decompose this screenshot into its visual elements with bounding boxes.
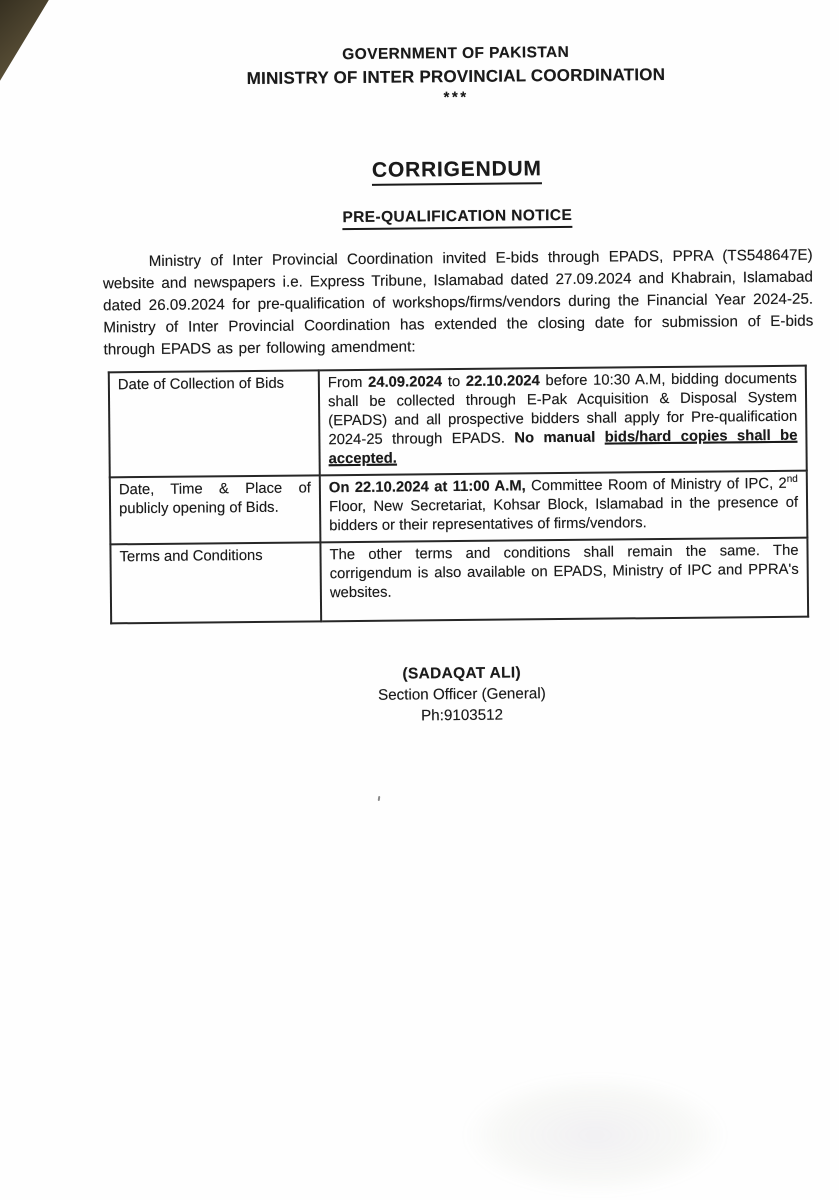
- text-segment: bids/hard copies shall be accepted.: [328, 427, 798, 468]
- signature-block: [107, 660, 818, 730]
- row-label: Date, Time & Place of publicly opening of Bids.: [110, 475, 321, 544]
- scan-smudge-artifact: [430, 1060, 760, 1200]
- page-corner-fold-artifact: [0, 0, 50, 84]
- signatory-role: Section Officer (General): [377, 685, 546, 704]
- text-segment: nd: [786, 473, 798, 485]
- text-segment: On 22.10.2024 at 11:00 A.M,: [328, 478, 526, 497]
- text-segment: Committee Room of Ministry of IPC, 2: [525, 475, 787, 495]
- signatory-name: (SADAQAT ALI): [402, 664, 521, 683]
- table-row-opening-of-bids: [110, 471, 808, 545]
- text-segment: 22.10.2024: [465, 373, 540, 390]
- scan-speck-artifact: [378, 796, 381, 801]
- document-content: [100, 0, 817, 729]
- row-label: Date of Collection of Bids: [109, 370, 320, 477]
- amendment-table: [108, 365, 809, 625]
- table-row-collection-of-bids: [109, 366, 807, 478]
- ministry-title: MINISTRY OF INTER PROVINCIAL COORDINATION: [246, 65, 666, 89]
- text-segment: Floor, New Secretariat, Kohsar Block, Islamabad in the presence of bidders or their representatives of firms/vendors.: [328, 494, 799, 535]
- text-segment: Ministry of Inter Provincial Coordination invited E-bids through EPADS, PPRA (TS548647E) website and newspapers i.e. Express Tribune, Islamabad dated 27.09.2024 and Khabrain, Islamabad dated 26.09.2024 for pre-qualification of workshops/firms/vendors during the Financial Year 2024-25. Ministry of Inter Provincial Coordination has extended the closing date for submission of E-bids through EPADS as per following amendment:: [102, 246, 814, 359]
- letterhead: [100, 0, 811, 109]
- signatory-phone: Ph:9103512: [421, 706, 504, 725]
- notice-subtitle: PRE-QUALIFICATION NOTICE: [342, 207, 572, 230]
- text-segment: From: [327, 374, 369, 392]
- main-title-row: [102, 155, 812, 189]
- text-segment: No manual: [514, 429, 605, 447]
- row-value: [319, 366, 807, 476]
- row-value: [320, 538, 808, 622]
- document-title: CORRIGENDUM: [372, 157, 542, 186]
- text-segment: before 10:30 A.M, bidding documents shall be collected through E-Pak Acquisition & Disposal System (EPADS) and all prospective bidders shall apply for Pre-qualification 2024-25 through EPADS.: [327, 370, 798, 449]
- sub-title-row: [102, 205, 812, 233]
- table-row-terms-and-conditions: [110, 538, 808, 624]
- divider-stars: ***: [443, 88, 469, 107]
- row-value: [320, 471, 808, 543]
- intro-paragraph: [103, 245, 814, 362]
- text-segment: to: [442, 373, 466, 391]
- row-label: Terms and Conditions: [110, 542, 321, 623]
- government-title: GOVERNMENT OF PAKISTAN: [342, 43, 570, 64]
- text-segment: 24.09.2024: [367, 374, 443, 391]
- text-segment: The other terms and conditions shall remain the same. The corrigendum is also available on EPADS, Ministry of IPC and PPRA's websites.: [329, 542, 799, 602]
